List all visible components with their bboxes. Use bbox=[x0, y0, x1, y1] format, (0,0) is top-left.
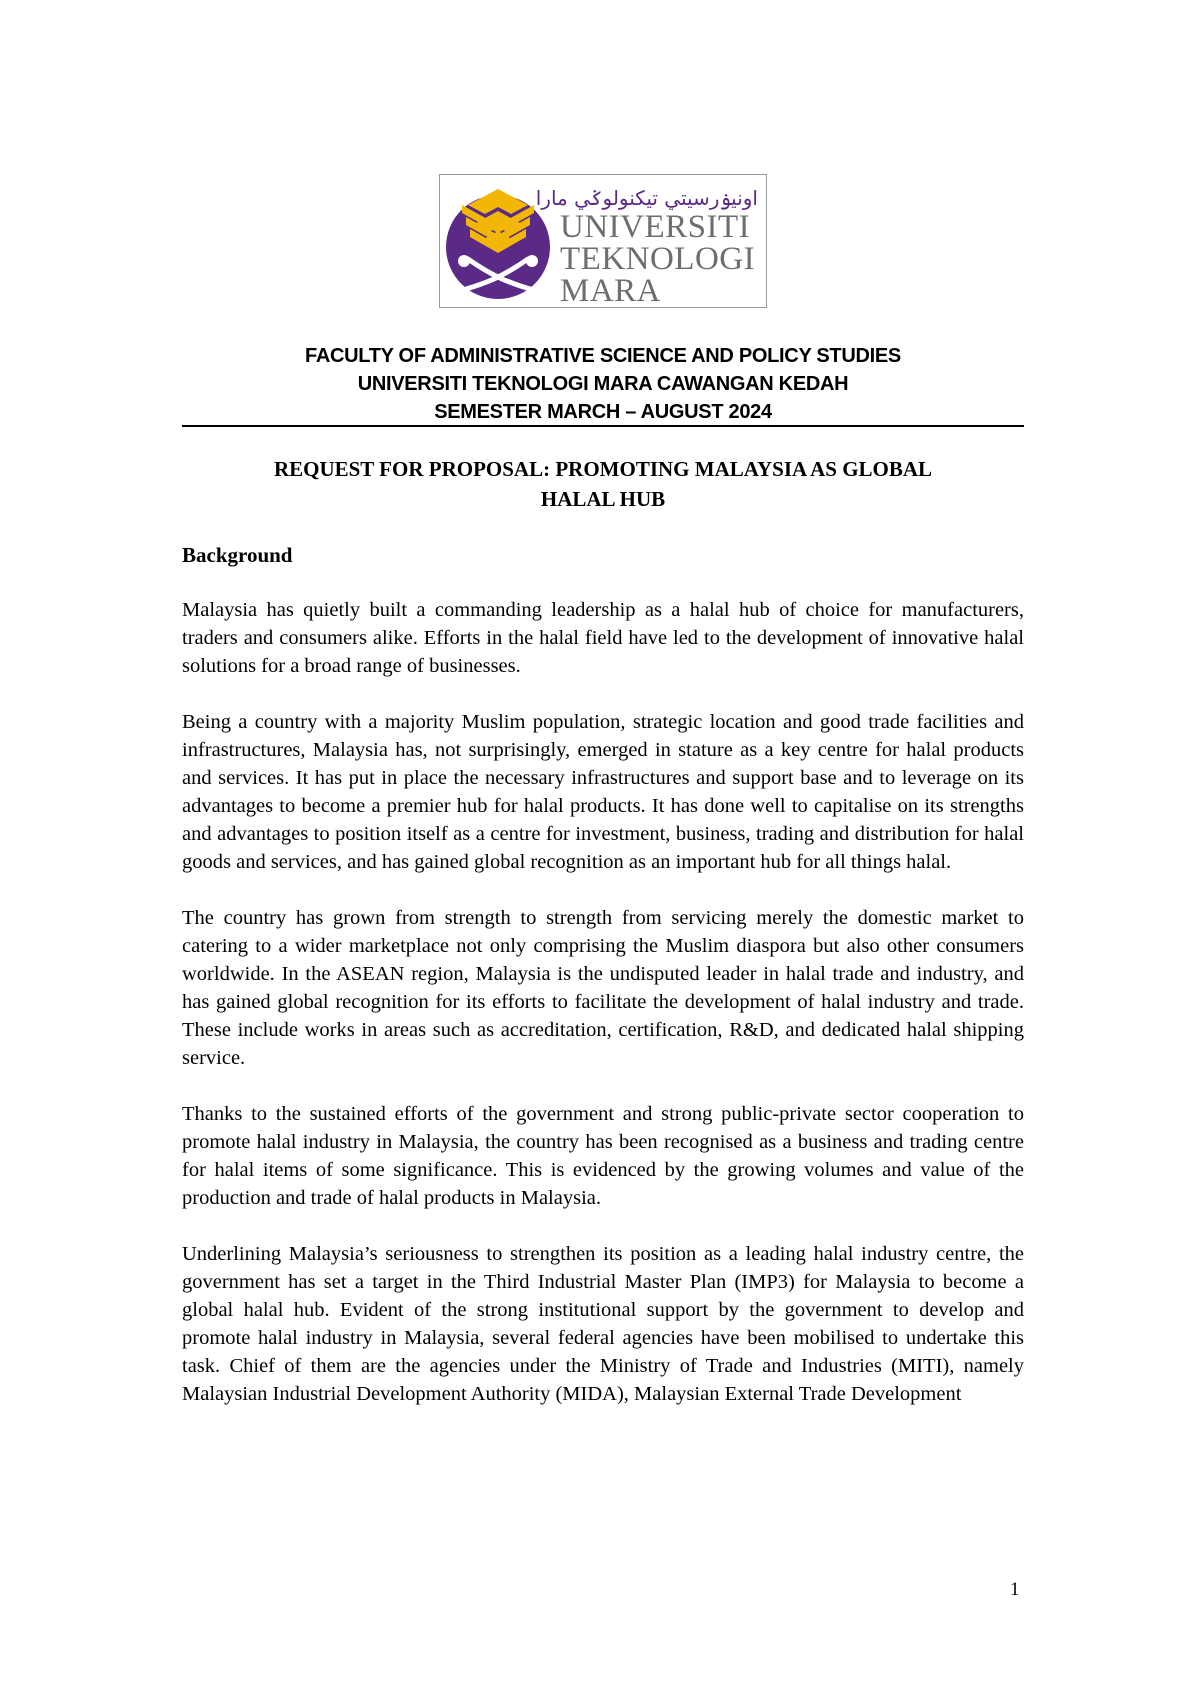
faculty-name: FACULTY OF ADMINISTRATIVE SCIENCE AND POLICY STUDIES bbox=[305, 345, 901, 367]
uitm-logo-graphic bbox=[440, 175, 766, 307]
section-heading: Background bbox=[182, 543, 293, 567]
document-title-line2: HALAL HUB bbox=[540, 487, 666, 511]
paragraph: Thanks to the sustained efforts of the government and strong public-private sector cooperation to promote halal industry in Malaysia, the country has been recognised as a business and trading centre for halal items of some significance. This is evidenced by the growing volumes and value of the production and trade of halal products in Malaysia. bbox=[182, 1103, 1024, 1209]
semester-label: SEMESTER MARCH – AUGUST 2024 bbox=[434, 401, 772, 423]
logo-wordmark-line1: UNIVERSITI bbox=[560, 209, 751, 245]
logo-wordmark-line3: MARA bbox=[560, 273, 662, 307]
uitm-logo bbox=[439, 174, 767, 308]
page-number: 1 bbox=[1010, 1579, 1020, 1600]
university-name: UNIVERSITI TEKNOLOGI MARA CAWANGAN KEDAH bbox=[357, 373, 849, 395]
logo-wordmark-line2: TEKNOLOGI bbox=[560, 241, 756, 277]
faculty-header bbox=[182, 342, 1024, 426]
document-title bbox=[182, 454, 1024, 514]
document-body bbox=[182, 596, 1024, 1436]
paragraph: Underlining Malaysia’s seriousness to strengthen its position as a leading halal industry centre, the government has set a target in the Third Industrial Master Plan (IMP3) for Malaysia to become a global halal hub. Evident of the strong institutional support by the government to develop and promote halal industry in Malaysia, several federal agencies have been mobilised to undertake this task. Chief of them are the agencies under the Ministry of Trade and Industries (MITI), namely Malaysian Industrial Development Authority (MIDA), Malaysian External Trade Development bbox=[182, 1243, 1024, 1405]
header-divider bbox=[182, 425, 1024, 427]
paragraph: The country has grown from strength to strength from servicing merely the domestic market to catering to a wider marketplace not only comprising the Muslim diaspora but also other consumers worldwide. In the ASEAN region, Malaysia is the undisputed leader in halal trade and industry, and has gained global recognition for its efforts to facilitate the development of halal industry and trade. These include works in areas such as accreditation, certification, R&D, and dedicated halal shipping service. bbox=[182, 907, 1024, 1069]
paragraph: Being a country with a majority Muslim population, strategic location and good trade facilities and infrastructures, Malaysia has, not surprisingly, emerged in stature as a key centre for halal products and services. It has put in place the necessary infrastructures and support base and to leverage on its advantages to become a premier hub for halal products. It has done well to capitalise on its strengths and advantages to position itself as a centre for investment, business, trading and distribution for halal goods and services, and has gained global recognition as an important hub for all things halal. bbox=[182, 711, 1024, 873]
logo-jawi-text: اونيۏرسيتي تيکنولوݢي مارا bbox=[535, 186, 758, 210]
document-title-line1: REQUEST FOR PROPOSAL: PROMOTING MALAYSIA AS GLOBAL bbox=[273, 457, 933, 481]
paragraph: Malaysia has quietly built a commanding leadership as a halal hub of choice for manufacturers, traders and consumers alike. Efforts in the halal field have led to the development of innovative halal solutions for a broad range of businesses. bbox=[182, 599, 1024, 677]
